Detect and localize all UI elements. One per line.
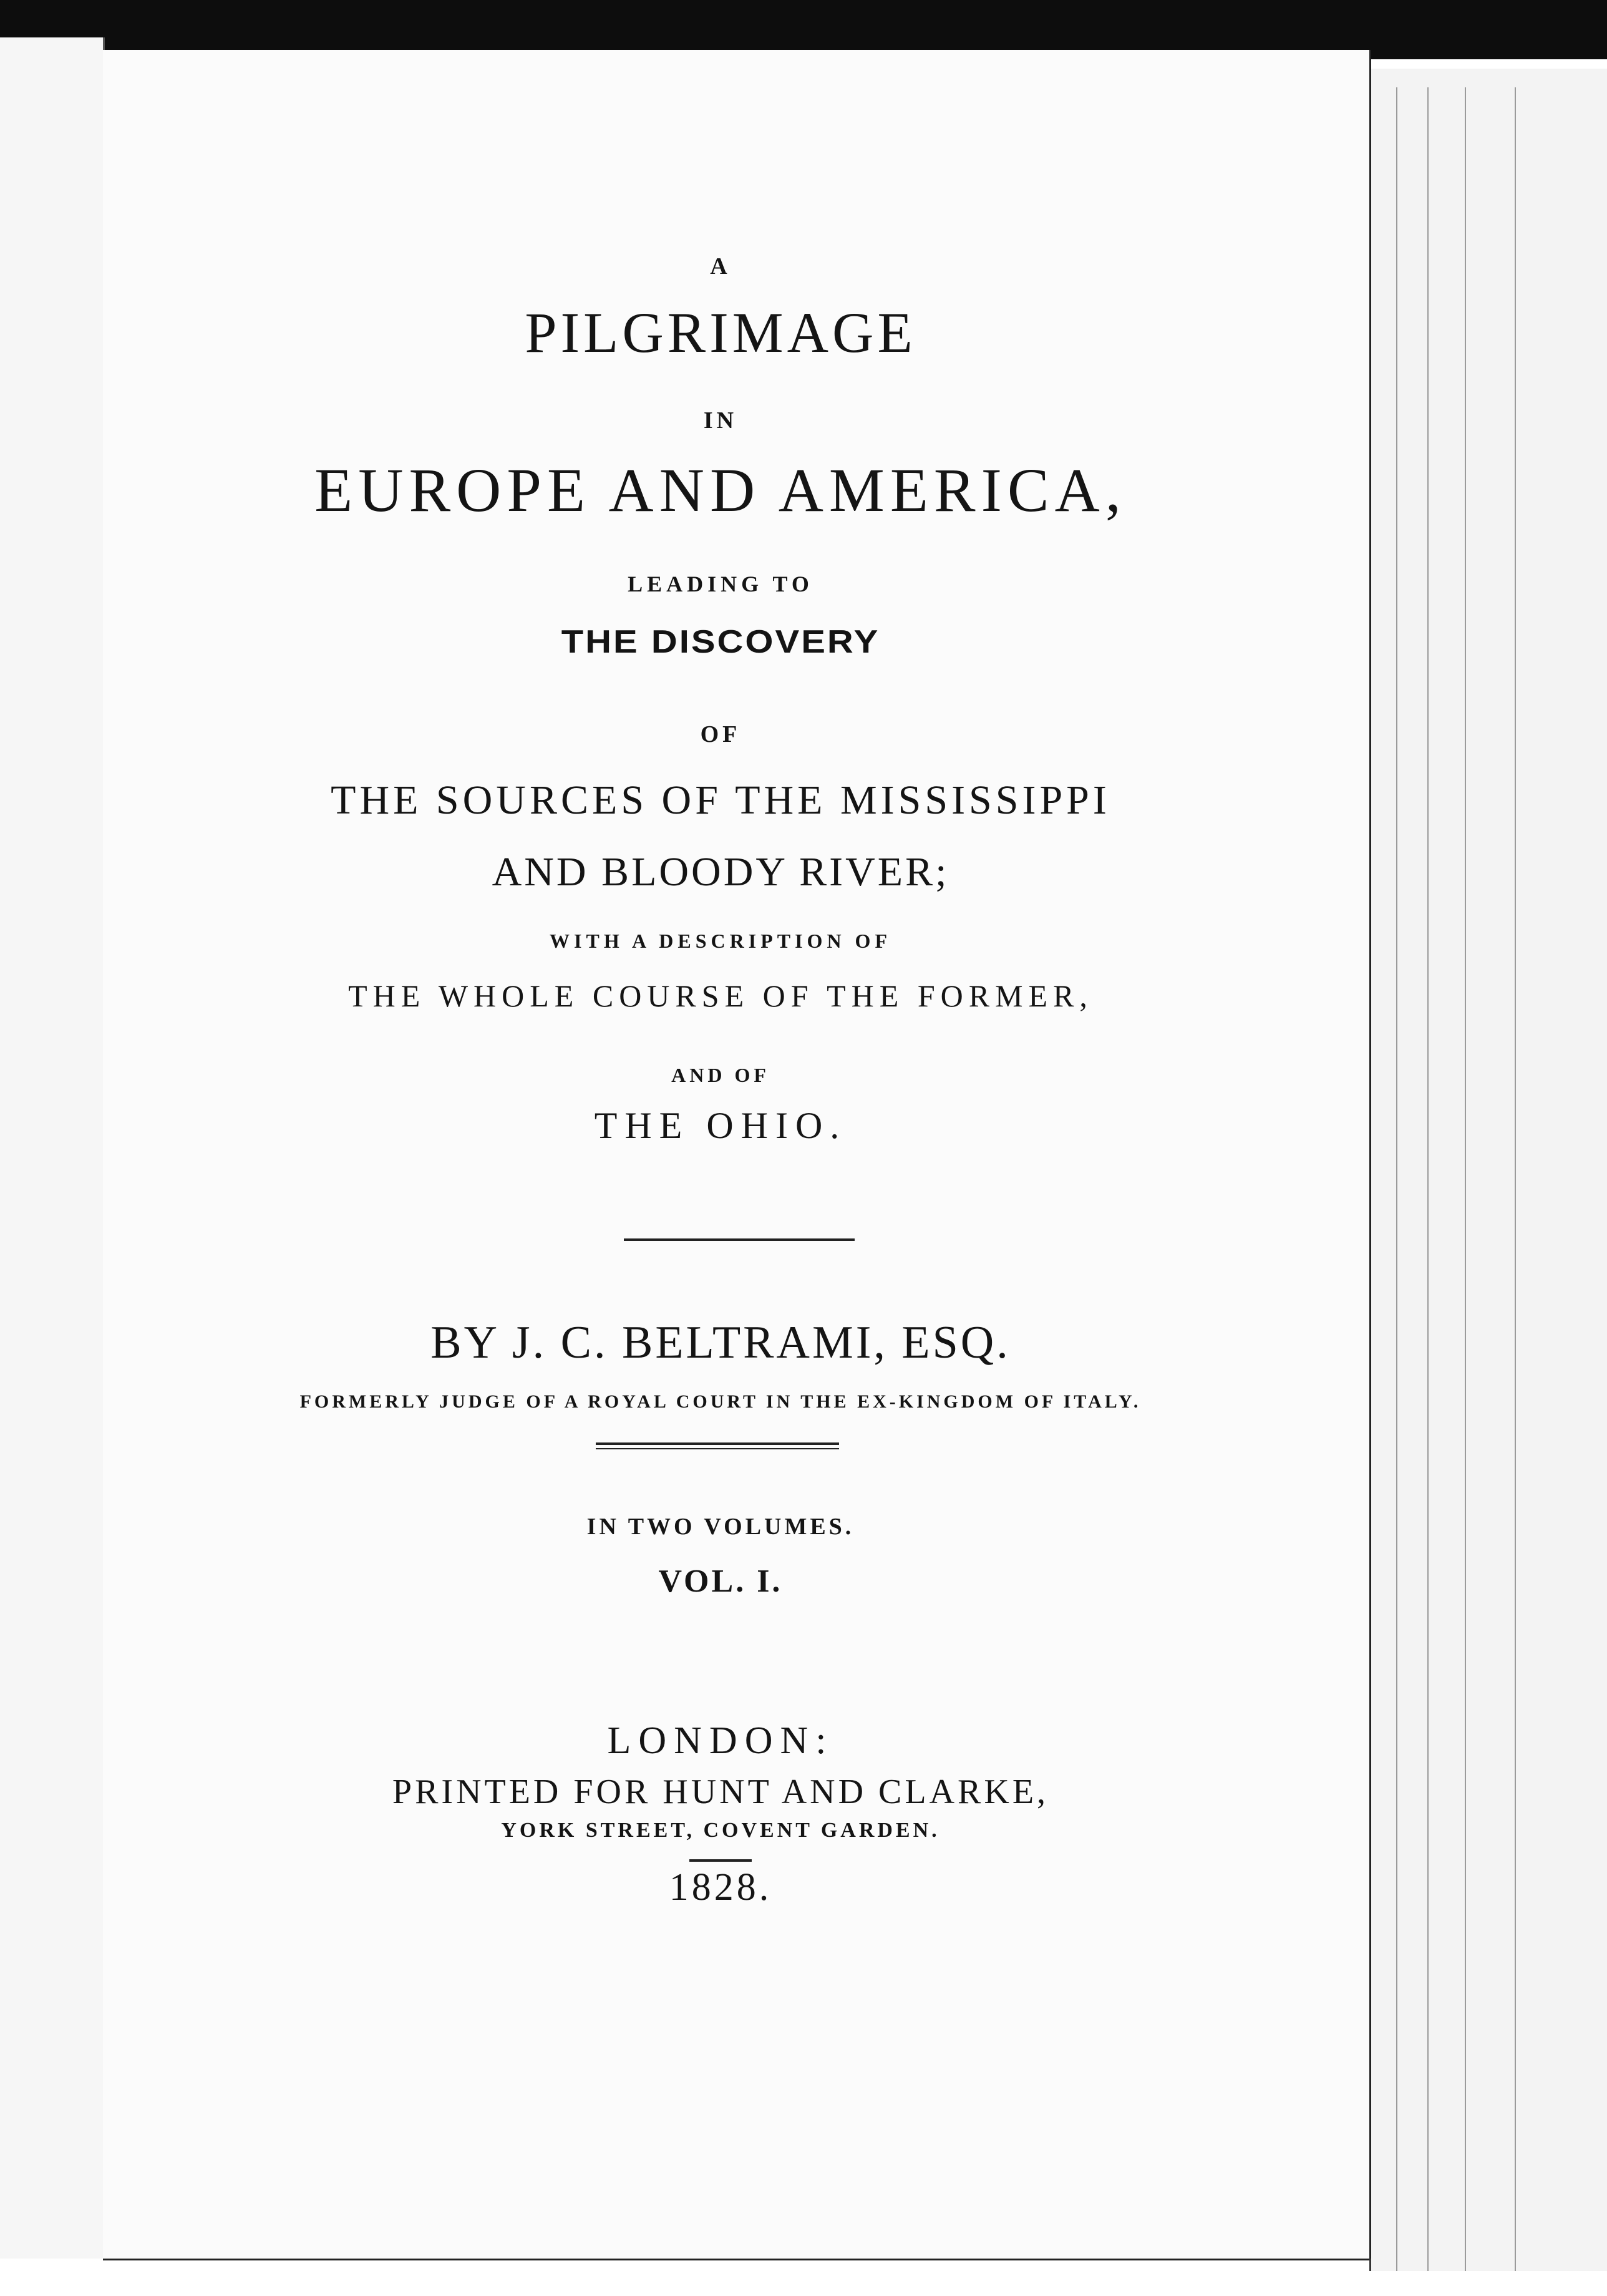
title-in: IN [703, 407, 738, 434]
title-europe-america: EUROPE AND AMERICA, [314, 455, 1127, 525]
imprint-year: 1828. [669, 1866, 772, 1909]
imprint-address: YORK STREET, COVENT GARDEN. [501, 1819, 940, 1842]
title-the-ohio: THE OHIO. [594, 1105, 847, 1146]
title-the-discovery: THE DISCOVERY [561, 623, 880, 660]
imprint-city: LONDON: [607, 1720, 834, 1762]
author-role: FORMERLY JUDGE OF A ROYAL COURT IN THE EX-KINGDOM OF ITALY. [299, 1391, 1142, 1412]
rule-imprint [689, 1859, 752, 1862]
title-article: A [710, 253, 731, 280]
title-bloody-river: AND BLOODY RIVER; [492, 849, 949, 895]
title-page [103, 50, 1369, 2259]
title-leading-to: LEADING TO [628, 572, 813, 596]
author-name: BY J. C. BELTRAMI, ESQ. [430, 1317, 1011, 1368]
title-of: OF [700, 721, 741, 747]
volumes-note: IN TWO VOLUMES. [586, 1514, 855, 1540]
rule-lower [596, 1442, 839, 1449]
title-with-description: WITH A DESCRIPTION OF [550, 930, 891, 952]
title-and-of: AND OF [671, 1064, 770, 1086]
rule-upper [624, 1238, 855, 1241]
title-sources: THE SOURCES OF THE MISSISSIPPI [331, 777, 1110, 823]
title-whole-course: THE WHOLE COURSE OF THE FORMER, [348, 978, 1093, 1013]
page-stack-right [1369, 69, 1607, 2271]
volume-number: VOL. I. [658, 1564, 783, 1599]
imprint-printer: PRINTED FOR HUNT AND CLARKE, [392, 1773, 1049, 1811]
book-title: PILGRIMAGE [525, 301, 916, 364]
adjacent-page-left [0, 37, 105, 2259]
